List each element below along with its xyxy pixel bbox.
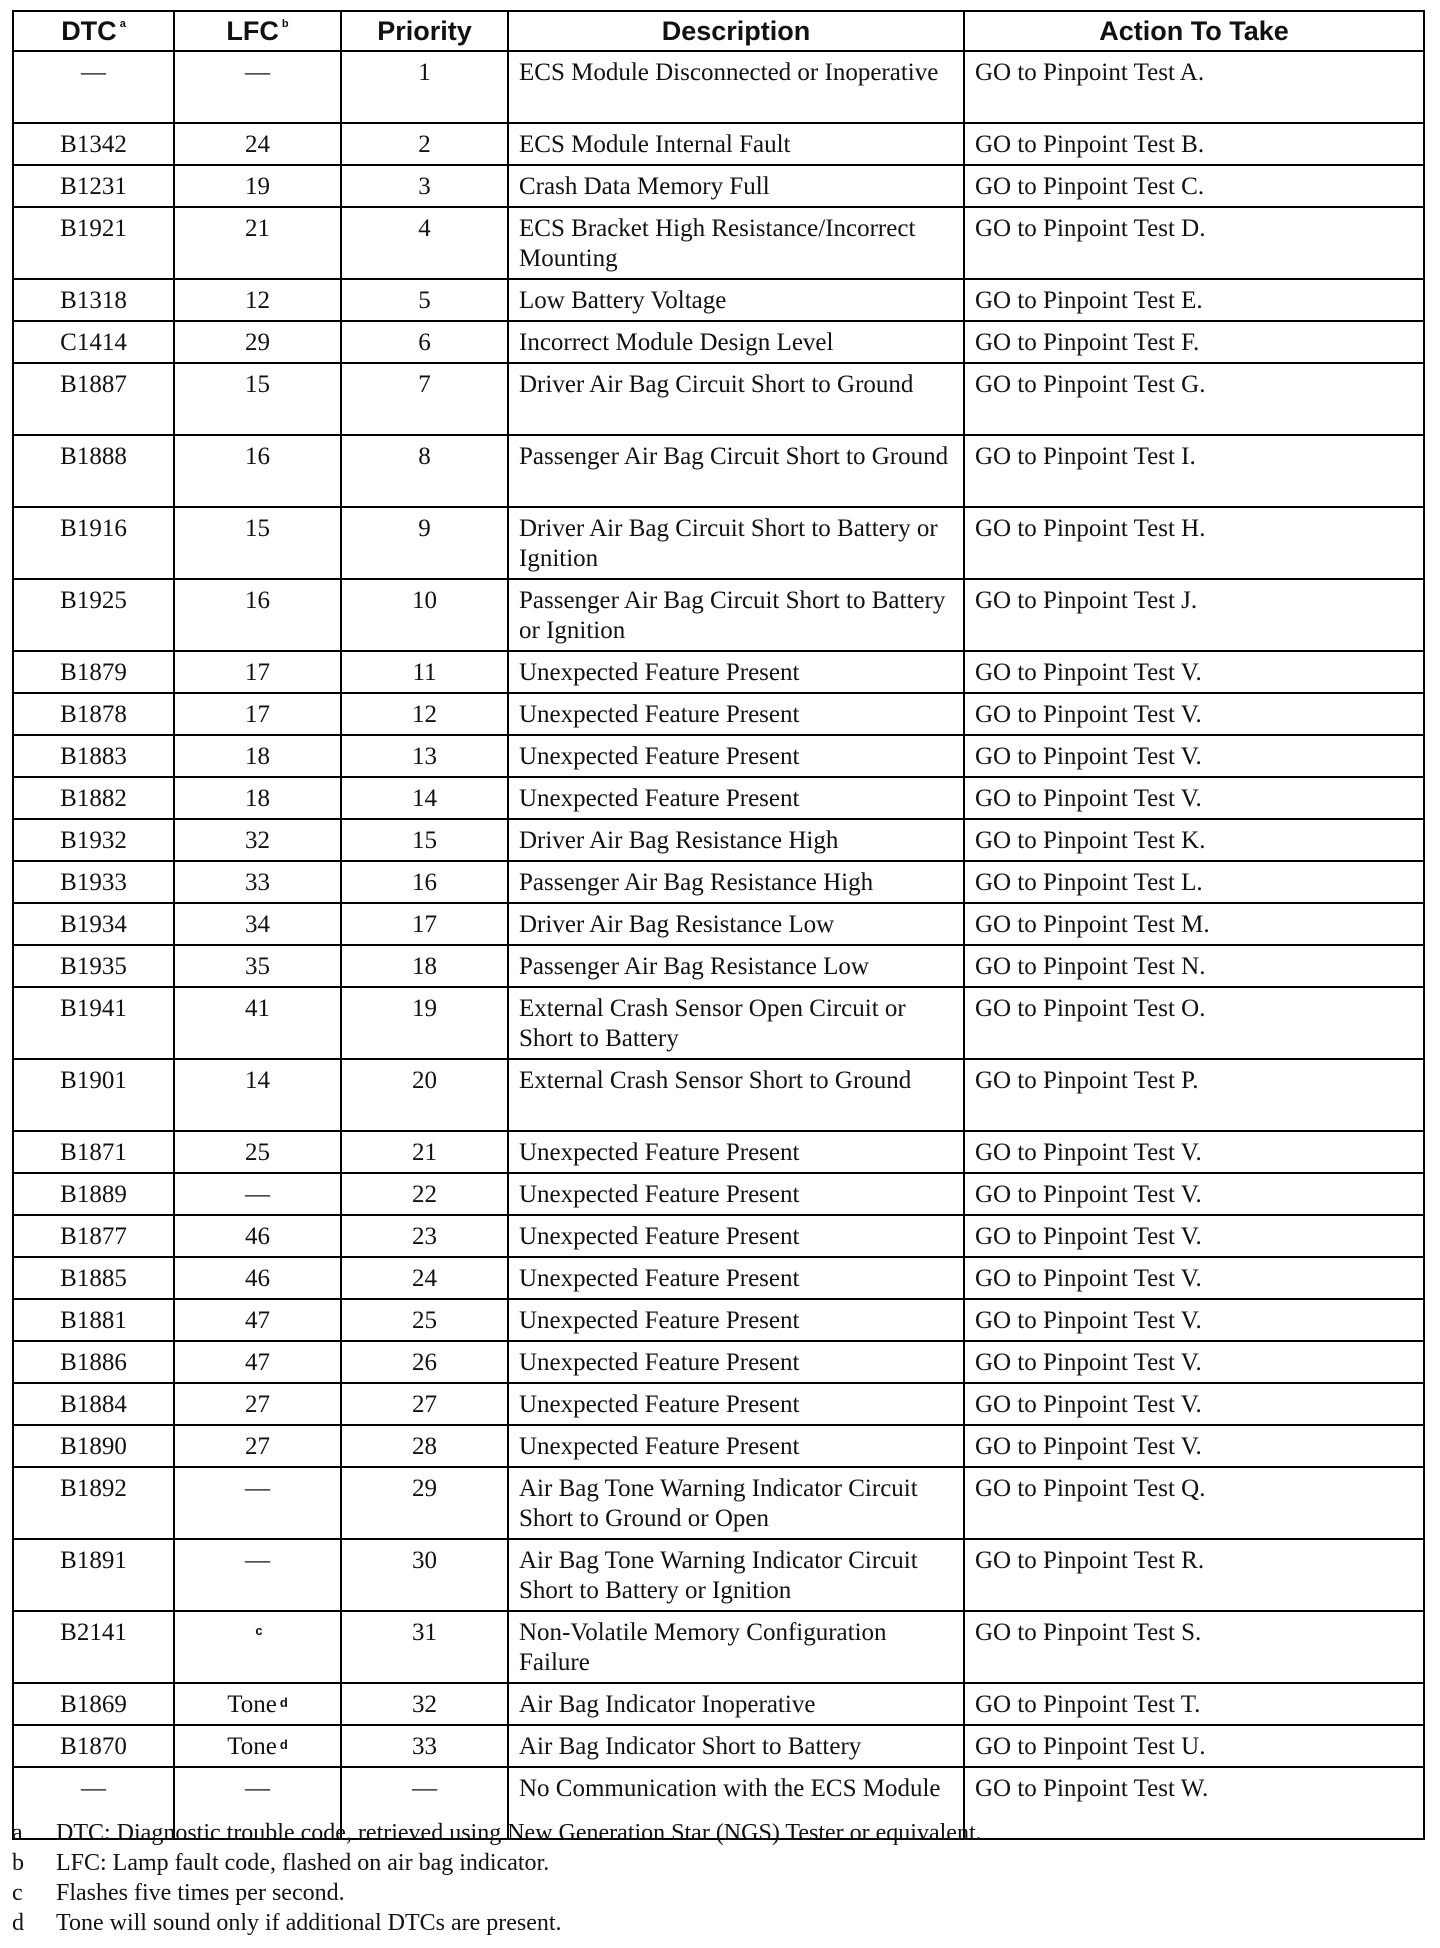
cell-lfc-value: 41 (245, 995, 270, 1022)
cell-lfc (174, 1683, 341, 1725)
table-row (13, 1059, 1424, 1131)
cell-description: Passenger Air Bag Resistance High (508, 861, 964, 903)
cell-priority: 11 (341, 651, 508, 693)
cell-action: GO to Pinpoint Test V. (964, 1383, 1424, 1425)
cell-priority: 10 (341, 579, 508, 651)
cell-lfc-value: 33 (245, 869, 270, 896)
cell-lfc-value: 27 (245, 1391, 270, 1418)
cell-priority: 31 (341, 1611, 508, 1683)
header-action: Action To Take (964, 11, 1424, 51)
cell-lfc-value: 17 (245, 659, 270, 686)
table-header (13, 11, 1424, 51)
cell-dtc: B1935 (13, 945, 174, 987)
cell-action: GO to Pinpoint Test G. (964, 363, 1424, 435)
cell-description: Passenger Air Bag Circuit Short to Battery or Ignition (508, 579, 964, 651)
cell-action: GO to Pinpoint Test M. (964, 903, 1424, 945)
cell-action: GO to Pinpoint Test P. (964, 1059, 1424, 1131)
cell-dtc: B1886 (13, 1341, 174, 1383)
cell-dtc: B1318 (13, 279, 174, 321)
cell-lfc-value: — (245, 59, 270, 86)
cell-lfc-value: 12 (245, 287, 270, 314)
cell-description: Unexpected Feature Present (508, 1173, 964, 1215)
cell-description: External Crash Sensor Open Circuit or Short to Battery (508, 987, 964, 1059)
cell-dtc: B1342 (13, 123, 174, 165)
cell-priority: 17 (341, 903, 508, 945)
table-row (13, 321, 1424, 363)
cell-dtc: B1916 (13, 507, 174, 579)
cell-dtc: B1881 (13, 1299, 174, 1341)
cell-lfc (174, 1257, 341, 1299)
header-lfc-footnote-mark: b (281, 17, 289, 30)
cell-lfc-value: 17 (245, 701, 270, 728)
table-row (13, 693, 1424, 735)
cell-priority: 14 (341, 777, 508, 819)
cell-priority: 2 (341, 123, 508, 165)
cell-description: ECS Module Internal Fault (508, 123, 964, 165)
footnote-text: LFC: Lamp fault code, flashed on air bag indicator. (56, 1850, 550, 1876)
table-row (13, 1299, 1424, 1341)
cell-description: Unexpected Feature Present (508, 1425, 964, 1467)
table-row (13, 1725, 1424, 1767)
cell-action: GO to Pinpoint Test N. (964, 945, 1424, 987)
cell-dtc: B1877 (13, 1215, 174, 1257)
cell-action: GO to Pinpoint Test K. (964, 819, 1424, 861)
cell-lfc (174, 1173, 341, 1215)
cell-lfc (174, 1539, 341, 1611)
cell-lfc-value: 47 (245, 1349, 270, 1376)
table-row (13, 1539, 1424, 1611)
cell-lfc (174, 1341, 341, 1383)
cell-description: Unexpected Feature Present (508, 651, 964, 693)
cell-dtc: — (13, 1767, 174, 1839)
cell-dtc: B1870 (13, 1725, 174, 1767)
cell-lfc (174, 1215, 341, 1257)
cell-lfc (174, 279, 341, 321)
cell-action: GO to Pinpoint Test T. (964, 1683, 1424, 1725)
cell-lfc-value: 18 (245, 785, 270, 812)
cell-lfc-value: 21 (245, 215, 270, 242)
cell-lfc (174, 321, 341, 363)
cell-priority: 6 (341, 321, 508, 363)
cell-description: Non-Volatile Memory Configuration Failure (508, 1611, 964, 1683)
cell-description: Unexpected Feature Present (508, 693, 964, 735)
cell-priority: 16 (341, 861, 508, 903)
cell-dtc: B1890 (13, 1425, 174, 1467)
cell-lfc-value: 47 (245, 1307, 270, 1334)
table-row (13, 903, 1424, 945)
footnote-key: c (12, 1880, 23, 1906)
cell-lfc (174, 579, 341, 651)
footnote (12, 1878, 1412, 1908)
cell-lfc-value: 46 (245, 1265, 270, 1292)
cell-priority: 21 (341, 1131, 508, 1173)
cell-action: GO to Pinpoint Test O. (964, 987, 1424, 1059)
table-row (13, 1425, 1424, 1467)
footnote (12, 1818, 1412, 1848)
cell-lfc (174, 903, 341, 945)
cell-lfc-value: 34 (245, 911, 270, 938)
cell-description: Driver Air Bag Circuit Short to Battery or Ignition (508, 507, 964, 579)
header-description: Description (508, 11, 964, 51)
cell-lfc (174, 693, 341, 735)
cell-lfc (174, 651, 341, 693)
cell-description: Driver Air Bag Circuit Short to Ground (508, 363, 964, 435)
cell-priority: 15 (341, 819, 508, 861)
cell-description: Unexpected Feature Present (508, 1131, 964, 1173)
cell-dtc: B1871 (13, 1131, 174, 1173)
cell-priority: 12 (341, 693, 508, 735)
cell-action: GO to Pinpoint Test V. (964, 1299, 1424, 1341)
cell-description: Unexpected Feature Present (508, 1299, 964, 1341)
cell-priority: 7 (341, 363, 508, 435)
cell-action: GO to Pinpoint Test V. (964, 1341, 1424, 1383)
cell-action: GO to Pinpoint Test E. (964, 279, 1424, 321)
footnote (12, 1908, 1412, 1938)
header-priority: Priority (341, 11, 508, 51)
footnote-text: Tone will sound only if additional DTCs are present. (56, 1910, 562, 1936)
cell-description: Passenger Air Bag Circuit Short to Ground (508, 435, 964, 507)
table-row (13, 651, 1424, 693)
cell-action: GO to Pinpoint Test U. (964, 1725, 1424, 1767)
cell-priority: 13 (341, 735, 508, 777)
table-row (13, 507, 1424, 579)
header-dtc (13, 11, 174, 51)
cell-lfc (174, 1059, 341, 1131)
cell-dtc: B1889 (13, 1173, 174, 1215)
table-row (13, 1611, 1424, 1683)
table-row (13, 861, 1424, 903)
cell-dtc: B1934 (13, 903, 174, 945)
table-row (13, 1683, 1424, 1725)
cell-description: Air Bag Tone Warning Indicator Circuit Short to Ground or Open (508, 1467, 964, 1539)
header-row (13, 11, 1424, 51)
cell-lfc-value: 46 (245, 1223, 270, 1250)
footnote (12, 1848, 1412, 1878)
table-row (13, 1257, 1424, 1299)
cell-description: No Communication with the ECS Module (508, 1767, 964, 1839)
cell-priority: 32 (341, 1683, 508, 1725)
cell-lfc (174, 435, 341, 507)
cell-lfc (174, 207, 341, 279)
cell-lfc-value: 19 (245, 173, 270, 200)
cell-dtc: B1921 (13, 207, 174, 279)
cell-priority: 3 (341, 165, 508, 207)
cell-lfc (174, 819, 341, 861)
table-row (13, 579, 1424, 651)
cell-action: GO to Pinpoint Test V. (964, 1173, 1424, 1215)
footnote-text: Flashes five times per second. (56, 1880, 345, 1906)
cell-lfc-footnote-mark: d (279, 1695, 288, 1710)
cell-lfc (174, 1611, 341, 1683)
header-dtc-footnote-mark: a (119, 17, 126, 30)
cell-priority: 4 (341, 207, 508, 279)
cell-lfc-value: — (245, 1181, 270, 1208)
table-row (13, 165, 1424, 207)
cell-description: Crash Data Memory Full (508, 165, 964, 207)
cell-description: Passenger Air Bag Resistance Low (508, 945, 964, 987)
footnote-key: a (12, 1820, 23, 1846)
cell-lfc-value: 16 (245, 587, 270, 614)
cell-dtc: B1885 (13, 1257, 174, 1299)
cell-dtc: C1414 (13, 321, 174, 363)
footnote-key: b (12, 1850, 24, 1876)
cell-dtc: B1901 (13, 1059, 174, 1131)
cell-description: ECS Module Disconnected or Inoperative (508, 51, 964, 123)
cell-lfc (174, 1725, 341, 1767)
cell-dtc: B1887 (13, 363, 174, 435)
cell-lfc-value: 15 (245, 515, 270, 542)
cell-description: Driver Air Bag Resistance Low (508, 903, 964, 945)
cell-action: GO to Pinpoint Test R. (964, 1539, 1424, 1611)
cell-dtc: B1884 (13, 1383, 174, 1425)
cell-action: GO to Pinpoint Test V. (964, 1215, 1424, 1257)
cell-lfc-value: — (245, 1475, 270, 1502)
table-row (13, 279, 1424, 321)
cell-priority: 22 (341, 1173, 508, 1215)
cell-dtc: B1941 (13, 987, 174, 1059)
cell-action: GO to Pinpoint Test V. (964, 1131, 1424, 1173)
cell-lfc (174, 1467, 341, 1539)
cell-lfc-value: 14 (245, 1067, 270, 1094)
cell-priority: 1 (341, 51, 508, 123)
cell-lfc (174, 1383, 341, 1425)
cell-dtc: B1231 (13, 165, 174, 207)
cell-priority: 29 (341, 1467, 508, 1539)
cell-lfc (174, 735, 341, 777)
table-row (13, 123, 1424, 165)
cell-priority: 18 (341, 945, 508, 987)
cell-action: GO to Pinpoint Test H. (964, 507, 1424, 579)
table-row (13, 363, 1424, 435)
cell-action: GO to Pinpoint Test D. (964, 207, 1424, 279)
header-lfc (174, 11, 341, 51)
table-row (13, 51, 1424, 123)
cell-lfc-value: 15 (245, 371, 270, 398)
cell-action: GO to Pinpoint Test Q. (964, 1467, 1424, 1539)
cell-lfc-value: — (245, 1547, 270, 1574)
table-row (13, 819, 1424, 861)
cell-priority: 24 (341, 1257, 508, 1299)
cell-lfc-value: Tone (227, 1733, 277, 1760)
cell-dtc: B1925 (13, 579, 174, 651)
cell-priority: 5 (341, 279, 508, 321)
table-row (13, 735, 1424, 777)
dtc-table (12, 10, 1425, 1840)
cell-dtc: B1932 (13, 819, 174, 861)
cell-lfc-footnote-mark: d (279, 1737, 288, 1752)
cell-action: GO to Pinpoint Test V. (964, 651, 1424, 693)
cell-description: Air Bag Indicator Short to Battery (508, 1725, 964, 1767)
cell-lfc-value: 27 (245, 1433, 270, 1460)
cell-priority: 19 (341, 987, 508, 1059)
cell-action: GO to Pinpoint Test V. (964, 1425, 1424, 1467)
cell-action: GO to Pinpoint Test L. (964, 861, 1424, 903)
cell-lfc (174, 363, 341, 435)
cell-action: GO to Pinpoint Test B. (964, 123, 1424, 165)
cell-description: Unexpected Feature Present (508, 777, 964, 819)
cell-dtc: B1883 (13, 735, 174, 777)
cell-lfc (174, 123, 341, 165)
cell-dtc: — (13, 51, 174, 123)
cell-action: GO to Pinpoint Test V. (964, 1257, 1424, 1299)
cell-lfc-value: 35 (245, 953, 270, 980)
table-row (13, 987, 1424, 1059)
cell-action: GO to Pinpoint Test A. (964, 51, 1424, 123)
cell-lfc-value: 18 (245, 743, 270, 770)
cell-lfc (174, 1131, 341, 1173)
cell-description: Air Bag Indicator Inoperative (508, 1683, 964, 1725)
table-row (13, 1341, 1424, 1383)
cell-description: External Crash Sensor Short to Ground (508, 1059, 964, 1131)
header-lfc-label: LFC (226, 15, 279, 46)
cell-priority: 23 (341, 1215, 508, 1257)
cell-action: GO to Pinpoint Test V. (964, 777, 1424, 819)
cell-action: GO to Pinpoint Test W. (964, 1767, 1424, 1839)
table-row (13, 207, 1424, 279)
cell-lfc (174, 165, 341, 207)
cell-lfc (174, 777, 341, 819)
cell-action: GO to Pinpoint Test I. (964, 435, 1424, 507)
cell-action: GO to Pinpoint Test V. (964, 735, 1424, 777)
cell-description: ECS Bracket High Resistance/Incorrect Mounting (508, 207, 964, 279)
cell-description: Unexpected Feature Present (508, 1341, 964, 1383)
table-row (13, 1173, 1424, 1215)
cell-lfc-value: 29 (245, 329, 270, 356)
header-dtc-label: DTC (61, 15, 117, 46)
cell-priority: 9 (341, 507, 508, 579)
cell-lfc (174, 51, 341, 123)
cell-priority: — (341, 1767, 508, 1839)
footnote-key: d (12, 1910, 24, 1936)
cell-action: GO to Pinpoint Test J. (964, 579, 1424, 651)
cell-lfc (174, 945, 341, 987)
cell-action: GO to Pinpoint Test S. (964, 1611, 1424, 1683)
cell-dtc: B1879 (13, 651, 174, 693)
cell-dtc: B1878 (13, 693, 174, 735)
cell-action: GO to Pinpoint Test F. (964, 321, 1424, 363)
footnotes (12, 1818, 1412, 1938)
cell-description: Unexpected Feature Present (508, 1257, 964, 1299)
cell-description: Unexpected Feature Present (508, 1215, 964, 1257)
cell-dtc: B1869 (13, 1683, 174, 1725)
cell-lfc-value: — (245, 1775, 270, 1802)
cell-action: GO to Pinpoint Test C. (964, 165, 1424, 207)
cell-priority: 20 (341, 1059, 508, 1131)
cell-lfc (174, 987, 341, 1059)
cell-lfc-value: 32 (245, 827, 270, 854)
footnote-text: DTC: Diagnostic trouble code, retrieved using New Generation Star (NGS) Tester or equivalent. (56, 1820, 982, 1846)
cell-priority: 27 (341, 1383, 508, 1425)
cell-description: Driver Air Bag Resistance High (508, 819, 964, 861)
table-row (13, 1215, 1424, 1257)
cell-description: Air Bag Tone Warning Indicator Circuit Short to Battery or Ignition (508, 1539, 964, 1611)
cell-lfc-value: 24 (245, 131, 270, 158)
table-row (13, 1383, 1424, 1425)
cell-lfc (174, 1425, 341, 1467)
table-row (13, 435, 1424, 507)
cell-dtc: B2141 (13, 1611, 174, 1683)
cell-dtc: B1882 (13, 777, 174, 819)
cell-lfc-value: 25 (245, 1139, 270, 1166)
cell-description: Unexpected Feature Present (508, 1383, 964, 1425)
cell-dtc: B1892 (13, 1467, 174, 1539)
cell-dtc: B1888 (13, 435, 174, 507)
cell-lfc (174, 1299, 341, 1341)
cell-priority: 28 (341, 1425, 508, 1467)
table-body (13, 51, 1424, 1839)
cell-description: Incorrect Module Design Level (508, 321, 964, 363)
cell-dtc: B1891 (13, 1539, 174, 1611)
cell-action: GO to Pinpoint Test V. (964, 693, 1424, 735)
cell-dtc: B1933 (13, 861, 174, 903)
table-row (13, 945, 1424, 987)
cell-priority: 26 (341, 1341, 508, 1383)
cell-priority: 25 (341, 1299, 508, 1341)
cell-priority: 8 (341, 435, 508, 507)
table-row (13, 1467, 1424, 1539)
cell-lfc-footnote-mark: c (255, 1623, 263, 1638)
cell-lfc-value: Tone (227, 1691, 277, 1718)
table-row (13, 1131, 1424, 1173)
cell-priority: 30 (341, 1539, 508, 1611)
cell-description: Unexpected Feature Present (508, 735, 964, 777)
cell-priority: 33 (341, 1725, 508, 1767)
table-row (13, 777, 1424, 819)
cell-lfc (174, 861, 341, 903)
cell-description: Low Battery Voltage (508, 279, 964, 321)
cell-lfc-value: 16 (245, 443, 270, 470)
cell-lfc (174, 507, 341, 579)
